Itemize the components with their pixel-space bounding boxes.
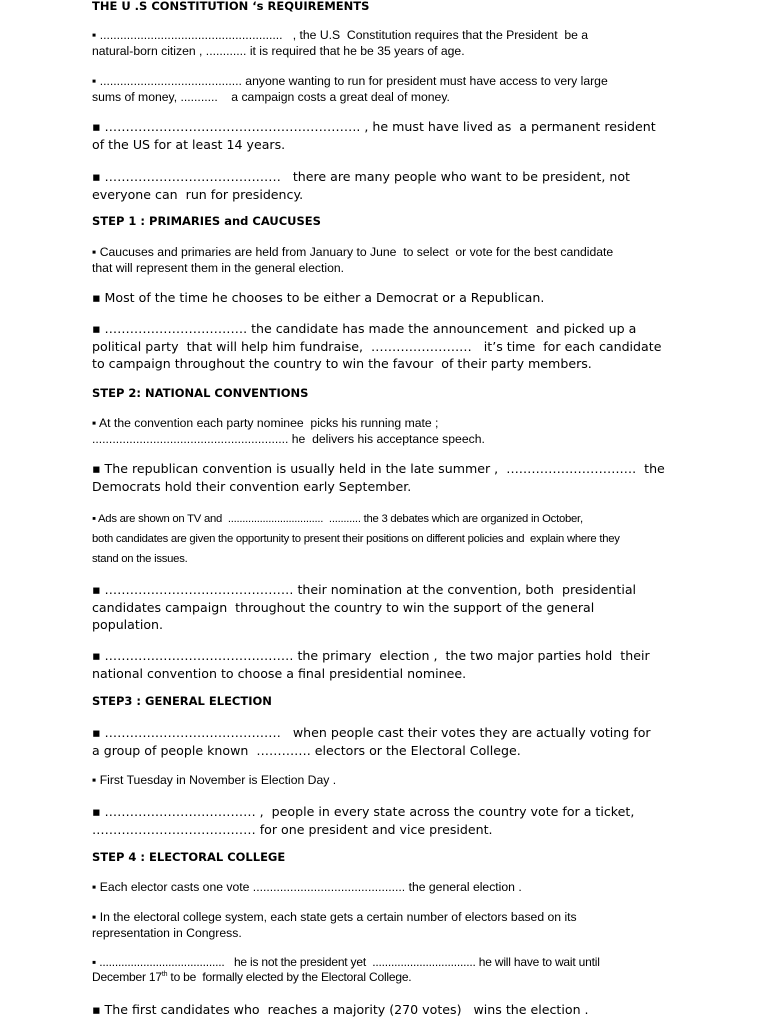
info-item-electors: ▪ In the electoral college system, each state gets a certain number of electors based on its representation in Congress. <box>92 910 577 940</box>
section-heading-requirements: THE U .S CONSTITUTION ‘s REQUIREMENTS <box>92 0 370 13</box>
section-heading-step-2: STEP 2: NATIONAL CONVENTIONS <box>92 386 309 400</box>
blank-item-2: ▪ .......................................... anyone wanting to run for president must have access to very large sums of money, ........... a campaign costs a great deal of money. <box>92 74 608 104</box>
blank-item-3: ▪ ……………………………………………………. , he must have lived as a permanent resident of the US for at least 14 years. <box>92 119 656 152</box>
blank-item-9: ▪ ……………………………………… their nomination at the convention, both presidential candidates campaign throughout the country to win the support of the general population. <box>92 582 637 632</box>
section-heading-step-4: STEP 4 : ELECTORAL COLLEGE <box>92 850 286 864</box>
blank-item-13: ▪ Each elector casts one vote ............................................. the general election . <box>92 880 522 894</box>
info-item-election-day: ▪ First Tuesday in November is Election Day . <box>92 773 337 787</box>
blank-item-8: ▪ Ads are shown on TV and ................................. ........... the 3 debates which are organized in October, both candidates are given the opportunity to present their positions on different policies and explain where they stand on the issues. <box>92 513 620 565</box>
blank-item-11: ▪ …………………………………… when people cast their votes they are actually voting for a group of people known …………. electors or the Electoral College. <box>92 725 651 758</box>
blank-item-12: ▪ ……………………………… , people in every state across the country vote for a ticket, ………………………………… for one president and vice president. <box>92 804 635 837</box>
blank-item-6: ▪ At the convention each party nominee picks his running mate ; .......................................................... he delivers his acceptance speech. <box>92 416 485 446</box>
blank-item-10: ▪ ……………………………………… the primary election , the two major parties hold their national convention to choose a final presidential nominee. <box>92 648 650 681</box>
blank-item-1: ▪ ...................................................... , the U.S Constitution requires that the President be a natural-born citizen , ............ it is required that he be 35 years of age. <box>92 28 589 58</box>
section-heading-step-1: STEP 1 : PRIMARIES and CAUCUSES <box>92 214 321 228</box>
info-item-majority: ▪ The first candidates who reaches a majority (270 votes) wins the election . <box>92 1002 589 1017</box>
section-heading-step-3: STEP3 : GENERAL ELECTION <box>92 694 272 708</box>
blank-item-14: ▪ ........................................ he is not the president yet ................................. he will have to wait until December 17th to be formally elected by the Electoral College. <box>92 955 600 984</box>
info-item-party-choice: ▪ Most of the time he chooses to be either a Democrat or a Republican. <box>92 290 545 305</box>
blank-item-4: ▪ …………………………………… there are many people who want to be president, not everyone can run for presidency. <box>92 169 630 202</box>
blank-item-5: ▪ ……………………………. the candidate has made the announcement and picked up a political party that will help him fundraise, …………………… it’s time for each candidate to campaign throughout the country to win the favour of their party members. <box>92 321 662 371</box>
blank-item-7: ▪ The republican convention is usually held in the late summer , …………………………. the Democrats hold their convention early September. <box>92 461 665 494</box>
info-item-caucuses: ▪ Caucuses and primaries are held from January to June to select or vote for the best candidate that will represent them in the general election. <box>92 245 614 275</box>
